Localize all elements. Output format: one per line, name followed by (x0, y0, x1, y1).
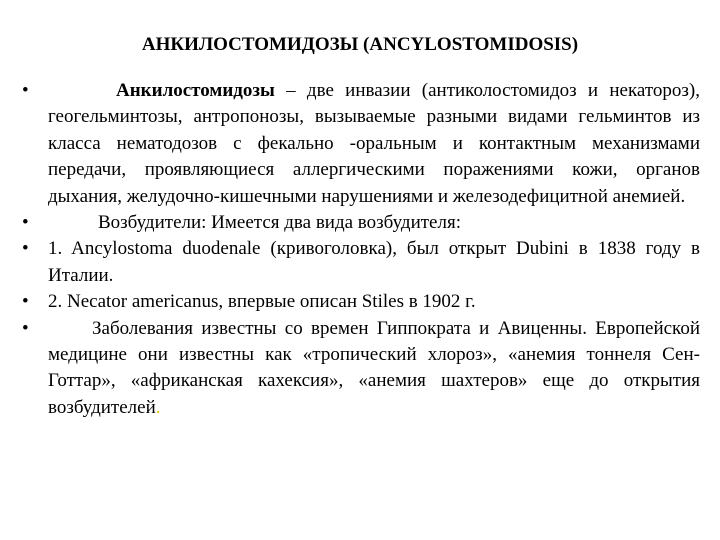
bullet-icon: • (22, 238, 29, 260)
final-period: . (155, 396, 161, 418)
history-text: Заболевания известны со времен Гиппократа и Авиценны. Европейской медицине они известны как «тропический хлороз», «анемия тоннеля Сен-Готтар», «африканская кахексия», «анемия шахтеров» еще до открытия возбудителей (48, 317, 700, 418)
bullet-item-pathogens (22, 210, 700, 236)
slide-body (22, 78, 700, 421)
bullet-text (48, 316, 700, 422)
definition-text: – две инвазии (антиколостомидоз и некатороз), геогельминтозы, антропонозы, вызываемые разными видами гельминтов из класса нематодозов с фекально -оральным и контактным механизмами передачи, проявляющиеся аллергическими поражениями кожи, органов дыхания, желудочно-кишечными нарушениями и железодефицитной анемией. (48, 80, 700, 207)
bullet-text: Возбудители: Имеется два вида возбудителя: (98, 212, 461, 234)
bullet-icon: • (22, 80, 29, 101)
bullet-icon: • (22, 291, 29, 313)
bullet-text (48, 78, 700, 210)
bullet-icon: • (22, 317, 29, 339)
bullet-item-ancylostoma (22, 236, 700, 289)
bullet-icon: • (22, 212, 29, 234)
bullet-item-history (22, 316, 700, 422)
term-lead: Анкилостомидозы (116, 80, 275, 101)
bullet-item-necator (22, 289, 700, 315)
bullet-item-definition (22, 78, 700, 210)
bullet-text: 2. Necator americanus, впервые описан Stiles в 1902 г. (48, 291, 476, 313)
slide-title: АНКИЛОСТОМИДОЗЫ (ANCYLOSTOMIDOSIS) (141, 34, 579, 55)
bullet-text: 1. Ancylostoma duodenale (кривоголовка), был открыт Dubini в 1838 году в Италии. (48, 238, 700, 286)
